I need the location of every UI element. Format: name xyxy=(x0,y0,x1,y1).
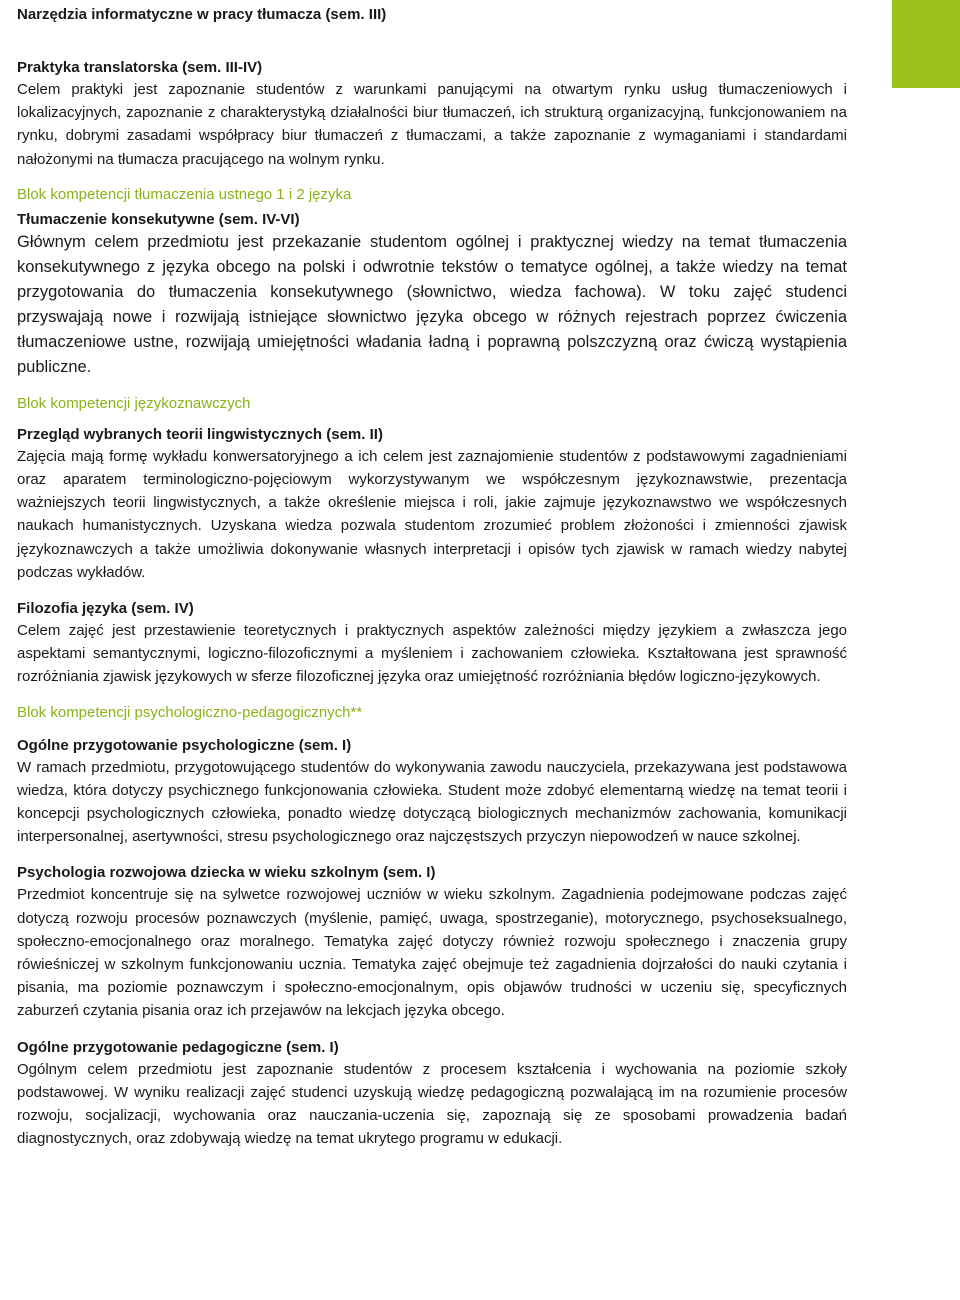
page-title: Narzędzia informatyczne w pracy tłumacza (sem. III) xyxy=(17,6,387,23)
block-interpreting xyxy=(17,185,847,380)
accent-bar xyxy=(892,0,960,88)
course-description: Zajęcia mają formę wykładu konwersatoryjnego a ich celem jest zaznajomienie studentów z podstawowymi zagadnieniami oraz aparatem terminologiczno-pojęciowym wykorzystywanym we współczesnym językoznawstwie, prezentacja ważniejszych teorii lingwistycznych, a także określenie miejsca i roli, jakie zajmuje językoznawstwo we współczesnych naukach humanistycznych. Uzyskana wiedza pozwala studentom zrozumieć problem złożoności i zmienności zjawisk językoznawczych a także umożliwia dokonywanie własnych interpretacji i opisów tych zjawisk w ramach wiedzy nabytej podczas wykładów. xyxy=(17,447,847,581)
block-heading: Blok kompetencji psychologiczno-pedagogicznych** xyxy=(17,703,363,721)
intro-course xyxy=(17,57,847,171)
course-developmental-psychology xyxy=(17,862,847,1022)
course-title: Ogólne przygotowanie pedagogiczne (sem. I) xyxy=(17,1038,339,1056)
course-description: Celem praktyki jest zapoznanie studentów z warunkami panującymi na otwartym rynku usług tłumaczeniowych i lokalizacyjnych, zapoznanie z charakterystyką działalności biur tłumaczeń, ich strukturą organizacyjną, funkcjonowaniem na rynku, dobrymi zasadami współpracy biur tłumaczeń z tłumaczami, a także zapoznanie z wymaganiami i standardami nałożonymi na tłumacza pracującego na wolnym rynku. xyxy=(17,81,847,168)
document-content xyxy=(17,0,847,1164)
course-general-psychology xyxy=(17,735,847,849)
course-title: Filozofia języka (sem. IV) xyxy=(17,600,194,618)
course-consecutive-interpreting xyxy=(17,209,847,380)
course-description: Głównym celem przedmiotu jest przekazanie studentom ogólnej i praktycznej wiedzy na temat tłumaczenia konsekutywnego z języka obcego na polski i odwrotnie tekstów o tematyce ogólnej, a także wiedzy na temat przygotowania do tłumaczenia konsekutywnego (słownictwo, wiedza fachowa). W toku zajęć studenci przyswajają nowe i rozwijają istniejące słownictwo języka obcego w różnych rejestrach poprzez ćwiczenia tłumaczeniowe ustne, rozwijają umiejętności władania ładną i poprawną polszczyzną oraz ćwiczą wystąpienia publiczne. xyxy=(17,232,847,376)
course-general-pedagogy xyxy=(17,1037,847,1151)
block-linguistics xyxy=(17,394,847,689)
block-heading: Blok kompetencji tłumaczenia ustnego 1 i 2 języka xyxy=(17,185,352,203)
course-title: Ogólne przygotowanie psychologiczne (sem. I) xyxy=(17,736,352,754)
course-linguistic-theories xyxy=(17,424,847,584)
block-psychology-pedagogy xyxy=(17,703,847,1151)
course-description: Przedmiot koncentruje się na sylwetce rozwojowej uczniów w wieku szkolnym. Zagadnienia podejmowane podczas zajęć dotyczą rozwoju procesów poznawczych (myślenie, pamięć, uwaga, spostrzeganie), motorycznego, psychoseksualnego, społeczno-emocjonalnego oraz moralnego. Tematyka zajęć dotyczy również rozwoju społecznego i znaczenia grupy rówieśniczej w szkolnym funkcjonowaniu ucznia. Tematyka zajęć obejmuje też zagadnienia dojrzałości do nauki czytania i pisania, ma poziomie poznawczym i społeczno-emocjonalnym, opis objawów trudności w uczeniu się, specyficznych zaburzeń czytania pisania oraz ich przejawów na lekcjach języka obcego. xyxy=(17,886,847,1020)
course-title: Psychologia rozwojowa dziecka w wieku szkolnym (sem. I) xyxy=(17,864,436,882)
block-heading: Blok kompetencji językoznawczych xyxy=(17,394,251,412)
course-description: Celem zajęć jest przestawienie teoretycznych i praktycznych aspektów zależności między językiem a zwłaszcza jego aspektami semantycznymi, logiczno-filozoficznymi a myśleniem i zachowaniem człowieka. Kształtowana jest sprawność rozróżniania zjawisk językowych w sferze filozoficznej języka oraz umiejętność rozróżniania błędów logiczno-językowych. xyxy=(17,622,847,686)
course-title: Tłumaczenie konsekutywne (sem. IV-VI) xyxy=(17,210,300,228)
course-philosophy-of-language xyxy=(17,598,847,689)
course-title: Praktyka translatorska (sem. III-IV) xyxy=(17,59,263,76)
course-title: Przegląd wybranych teorii lingwistycznych (sem. II) xyxy=(17,425,383,443)
course-description: W ramach przedmiotu, przygotowującego studentów do wykonywania zawodu nauczyciela, przekazywana jest podstawowa wiedza, która dotyczy psychicznego funkcjonowania człowieka. Student może zdobyć elementarną wiedzę na temat teorii i koncepcji psychologicznych człowieka, ponadto wiedzę dotyczącą biologicznych mechanizmów zachowania, komunikacji interpersonalnej, asertywności, stresu psychologicznego oraz najczęstszych przyczyn niepowodzeń w nauce szkolnej. xyxy=(17,758,847,846)
course-description: Ogólnym celem przedmiotu jest zapoznanie studentów z procesem kształcenia i wychowania na poziomie szkoły podstawowej. W wyniku realizacji zajęć studenci uzyskują wiedzę pedagogiczną pozwalającą im na rozumienie procesów rozwoju, socjalizacji, wychowania oraz nauczania-uczenia się, zapoznają się ze sposobami prowadzenia badań diagnostycznych, oraz zdobywają wiedzę na temat ukrytego programu w edukacji. xyxy=(17,1060,847,1148)
